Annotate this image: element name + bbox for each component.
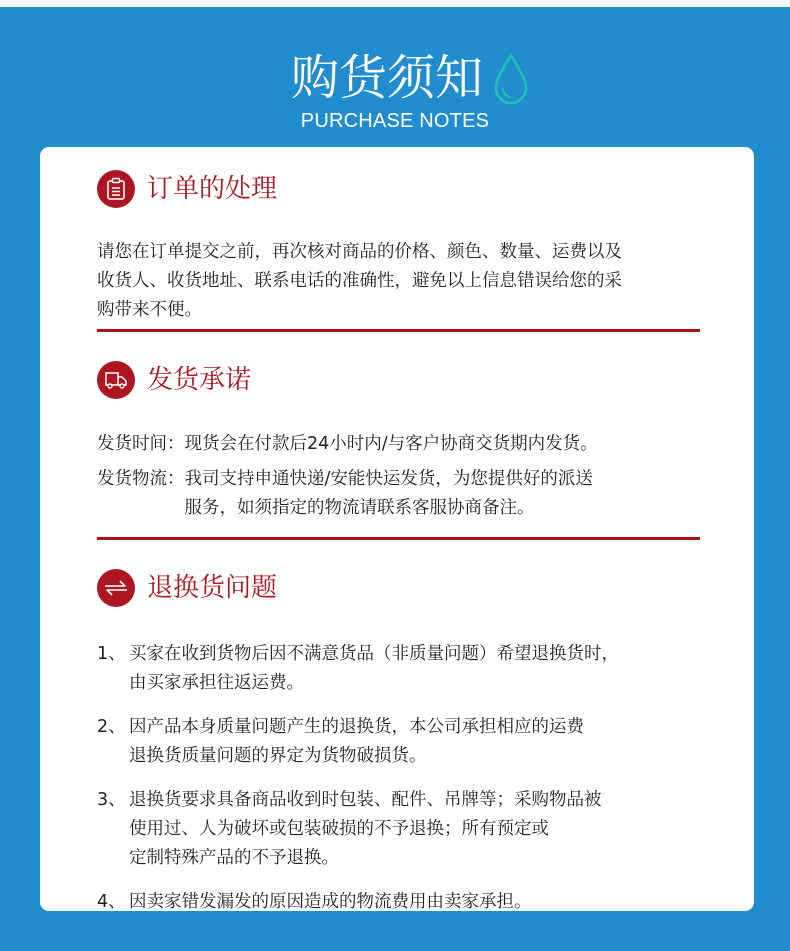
list-number: 4、 <box>97 892 126 912</box>
section-title: 订单的处理 <box>147 174 278 204</box>
list-number: 1、 <box>97 644 126 664</box>
truck-icon <box>97 361 135 399</box>
shipping-logistics-row <box>97 465 717 523</box>
section-shipping-header <box>97 361 251 399</box>
list-item <box>97 786 737 873</box>
shipping-details <box>97 430 717 523</box>
section-title: 退换货问题 <box>147 573 278 603</box>
list-item <box>97 713 737 771</box>
page-subtitle: PURCHASE NOTES <box>300 110 490 132</box>
list-text <box>129 786 737 873</box>
text-line: 退换货要求具备商品收到时包装、配件、吊牌等；采购物品被 <box>129 790 602 810</box>
exchange-arrows-icon <box>97 569 135 607</box>
text-line: 购带来不便。 <box>97 300 202 320</box>
page-title: 购货须知 <box>290 50 483 106</box>
text-line: 现货会在付款后24小时内/与客户协商交货期内发货。 <box>184 434 598 454</box>
text-line: 我司支持申通快递/安能快运发货，为您提供好的派送 <box>184 469 593 489</box>
text-line: 定制特殊产品的不予退换。 <box>129 848 339 868</box>
list-number: 2、 <box>97 717 126 737</box>
list-number: 3、 <box>97 790 126 810</box>
list-text <box>129 640 737 698</box>
section-title: 发货承诺 <box>147 365 252 395</box>
header <box>0 50 790 106</box>
title-row <box>291 50 529 106</box>
list-text <box>129 713 737 771</box>
water-drop-icon <box>493 52 529 106</box>
list-text <box>129 888 737 917</box>
page-background <box>0 7 790 951</box>
clipboard-icon <box>97 170 135 208</box>
shipping-time-label: 发货时间： <box>97 434 185 454</box>
text-line: 收货人、收货地址、联系电话的准确性，避免以上信息错误给您的采 <box>97 271 622 291</box>
list-item <box>97 888 737 917</box>
notes-card <box>40 147 754 911</box>
returns-list <box>97 640 737 917</box>
text-line: 买家在收到货物后因不满意货品（非质量问题）希望退换货时， <box>129 644 619 664</box>
text-line: 请您在订单提交之前，再次核对商品的价格、颜色、数量、运费以及 <box>97 242 622 262</box>
text-line: 服务，如须指定的物流请联系客服协商备注。 <box>184 498 535 518</box>
section-returns-header <box>97 569 277 607</box>
text-line: 由买家承担往返运费。 <box>129 673 304 693</box>
text-line: 退换货质量问题的界定为货物破损货。 <box>129 746 427 766</box>
shipping-time-value <box>185 430 718 459</box>
shipping-logistics-value <box>185 465 718 523</box>
shipping-logistics-label: 发货物流： <box>97 469 185 489</box>
text-line: 因产品本身质量问题产生的退换货，本公司承担相应的运费 <box>129 717 584 737</box>
section-divider <box>97 329 700 332</box>
order-processing-text <box>97 238 717 325</box>
section-order-processing-header <box>97 170 277 208</box>
shipping-time-row <box>97 430 717 459</box>
section-divider <box>97 537 700 540</box>
text-line: 使用过、人为破坏或包装破损的不予退换；所有预定或 <box>129 819 549 839</box>
text-line: 因卖家错发漏发的原因造成的物流费用由卖家承担。 <box>129 892 532 912</box>
list-item <box>97 640 737 698</box>
